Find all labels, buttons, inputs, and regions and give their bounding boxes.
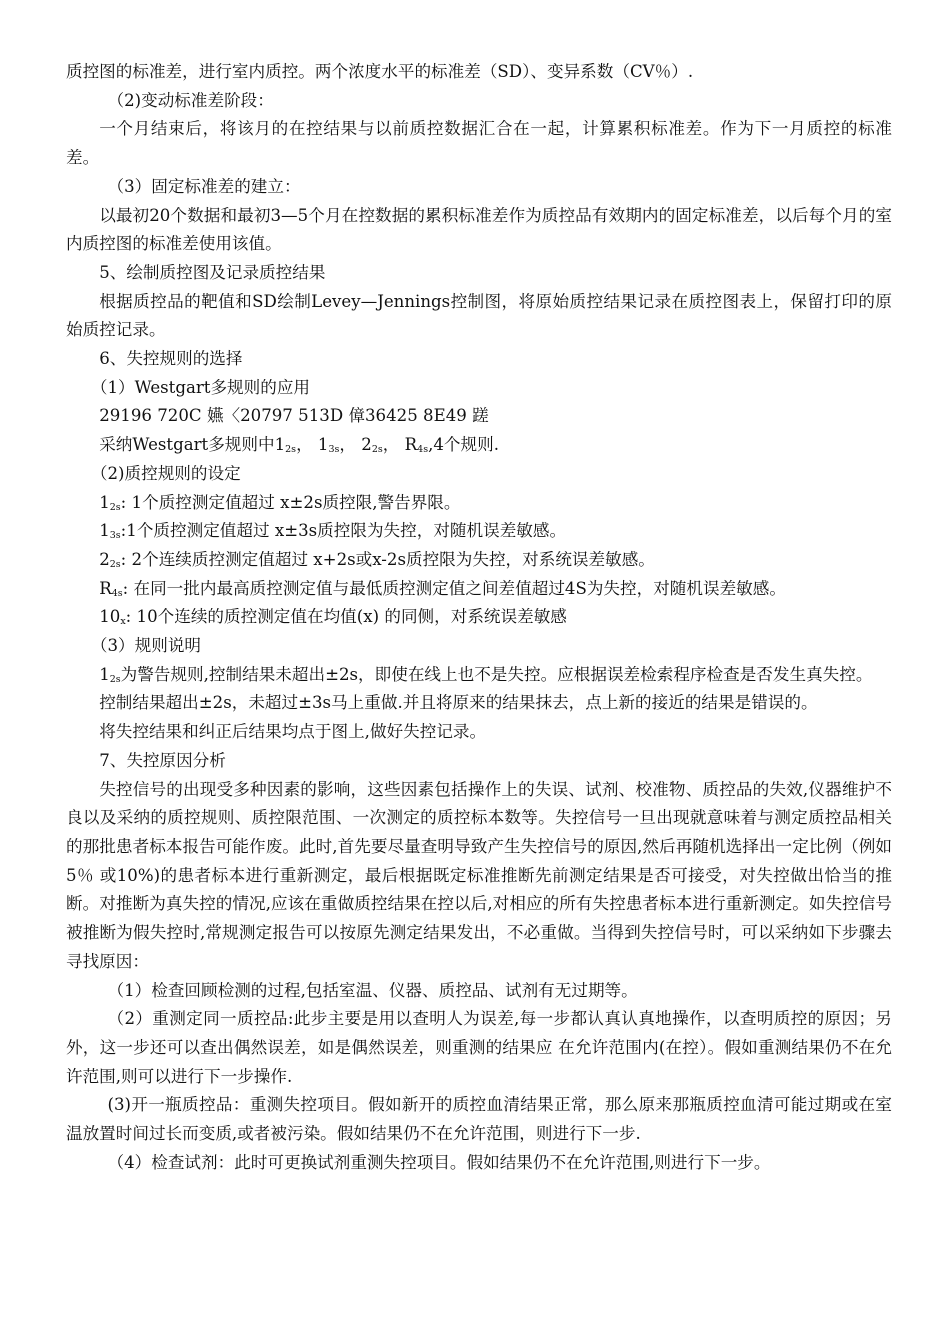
text-run: 1	[99, 521, 110, 541]
text-run: 为警告规则,控制结果未超出±2s，即使在线上也不是失控。应根据误差检索程序检查是否发生真失控。	[120, 664, 873, 684]
text-run: : 10个连续的质控测定值在均值(x) 的同侧，对系统误差敏感	[125, 607, 567, 627]
paragraph: 一个月结束后，将该月的在控结果与以前质控数据汇合在一起，计算累积标准差。作为下一月质控的标准差。	[66, 119, 892, 168]
subscript: x	[120, 616, 126, 628]
text-run: 10	[99, 607, 121, 627]
subscript: 4s	[417, 444, 429, 456]
subsection-heading: （3）固定标准差的建立：	[107, 176, 301, 196]
paragraph: 以最初20个数据和最初3—5个月在控数据的累积标准差作为质控品有效期内的固定标准差，以后每个月的室内质控图的标准差使用该值。	[66, 205, 892, 254]
text-run: ,4个规则.	[428, 435, 499, 455]
text-run: : 1个质控测定值超过 x±2s质控限,警告界限。	[120, 492, 461, 512]
text-run: ， 2	[339, 435, 372, 455]
paragraph: 控制结果超出±2s，未超过±3s马上重做.并且将原来的结果抹去，点上新的接近的结果是错误的。	[99, 693, 818, 713]
paragraph: 根据质控品的靶值和SD绘制Levey—Jennings控制图，将原始质控结果记录在质控图表上，保留打印的原始质控记录。	[66, 291, 892, 340]
subscript: 4s	[111, 587, 123, 599]
text-run: : 在同一批内最高质控测定值与最低质控测定值之间差值超过4S为失控，对随机误差敏感。	[122, 578, 786, 598]
rule-line-2-2s	[66, 546, 892, 575]
text-run: ， 1	[296, 435, 329, 455]
document-page	[66, 58, 892, 1177]
text-run: : 2个连续质控测定值超过 x+2s或x-2s质控限为失控，对系统误差敏感。	[120, 549, 655, 569]
step-item: （1）检查回顾检测的过程,包括室温、仪器、质控品、试剂有无过期等。	[107, 980, 638, 1000]
step-item: （4）检查试剂：此时可更换试剂重测失控项目。假如结果仍不在允许范围,则进行下一步。	[107, 1152, 771, 1172]
subsection-heading: （2)质控规则的设定	[90, 463, 241, 483]
section-heading: 6、失控规则的选择	[99, 349, 243, 369]
rules-adopted-line	[66, 431, 892, 460]
paragraph: 失控信号的出现受多种因素的影响，这些因素包括操作上的失误、试剂、校准物、质控品的失效,仪器维护不良以及采纳的质控规则、质控限范围、一次测定的质控标本数等。失控信号一旦出现就意味着与测定质控品相关的那批患者标本报告可能作废。此时,首先要尽量查明导致产生失控信号的原因,然后再随机选择出一定比例（例如5％ 或10%)的患者标本进行重新测定，最后根据既定标准推断先前测定结果是否可接受，对失控做出恰当的推断。对推断为真失控的情况,应该在重做质控结果在控以后,对相应的所有失控患者标本进行重新测定。如失控信号被推断为假失控时,常规测定报告可以按原先测定结果发出，不必重做。当得到失控信号时，可以采纳如下步骤去寻找原因：	[66, 779, 892, 971]
subscript: 2s	[285, 444, 297, 456]
step-item: (3)开一瓶质控品：重测失控项目。假如新开的质控血清结果正常，那么原来那瓶质控血清可能过期或在室温放置时间过长而变质,或者被污染。假如结果仍不在允许范围，则进行下一步.	[66, 1095, 892, 1144]
text-run: ， R	[382, 435, 418, 455]
text-run: 1	[99, 492, 110, 512]
text-run: 采纳Westgart多规则中1	[99, 435, 286, 455]
section-heading: 5、绘制质控图及记录质控结果	[99, 262, 326, 282]
subscript: 2s	[371, 444, 383, 456]
text-run: :1个质控测定值超过 x±3s质控限为失控，对随机误差敏感。	[120, 521, 567, 541]
step-item: （2）重测定同一质控品:此步主要是用以查明人为误差,每一步都认真认真地操作，以查明质控的原因；另外，这一步还可以查出偶然误差，如是偶然误差，则重测的结果应 在允许范围内(在控）。假如重测结果仍不在允许范围,则可以进行下一步操作.	[66, 1009, 892, 1086]
paragraph: 质控图的标准差，进行室内质控。两个浓度水平的标准差（SD）、变异系数（CV％）.	[66, 62, 694, 81]
section-heading: 7、失控原因分析	[99, 750, 226, 770]
paragraph	[66, 661, 892, 690]
subscript: 3s	[109, 530, 121, 542]
paragraph: 将失控结果和纠正后结果均点于图上,做好失控记录。	[99, 722, 487, 742]
subscript: 2s	[109, 673, 121, 685]
subscript: 3s	[328, 444, 340, 456]
rule-line-1-3s	[66, 517, 892, 546]
text-run: 2	[99, 549, 110, 569]
subsection-heading: （1）Westgart多规则的应用	[90, 377, 311, 397]
subscript: 2s	[109, 558, 121, 570]
rule-line-10x	[66, 603, 892, 632]
rule-line-1-2s	[66, 489, 892, 518]
rule-line-r-4s	[66, 575, 892, 604]
garbled-line: 29196 720C 嬿〈20797 513D 傽36425 8E49 蹉	[99, 406, 489, 426]
subsection-heading: （3）规则说明	[90, 636, 202, 656]
text-run: R	[99, 578, 112, 598]
subsection-heading: （2)变动标准差阶段：	[107, 90, 274, 110]
text-run: 1	[99, 664, 110, 684]
subscript: 2s	[109, 501, 121, 513]
